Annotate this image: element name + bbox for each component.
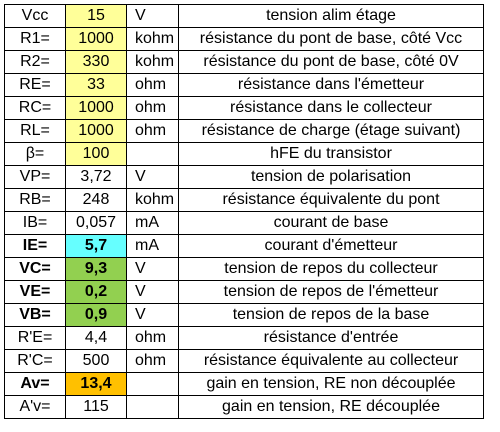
parameter-unit-cell[interactable]: ohm — [127, 97, 179, 120]
parameter-value-cell[interactable]: 100 — [66, 143, 127, 166]
parameter-unit-cell[interactable]: V — [127, 281, 179, 304]
parameter-name-cell[interactable]: Vcc — [5, 5, 66, 28]
parameter-value-cell[interactable]: 330 — [66, 51, 127, 74]
parameter-unit-cell[interactable]: mA — [127, 212, 179, 235]
parameter-value-cell[interactable]: 0,057 — [66, 212, 127, 235]
parameter-value-cell[interactable]: 0,9 — [66, 304, 127, 327]
parameter-unit-cell[interactable]: kohm — [127, 51, 179, 74]
parameter-value-cell[interactable]: 33 — [66, 74, 127, 97]
parameter-description-cell[interactable]: résistance dans l'émetteur — [179, 74, 484, 97]
parameter-name-cell[interactable]: IB= — [5, 212, 66, 235]
parameter-name-cell[interactable]: Av= — [5, 373, 66, 396]
parameter-description-cell[interactable]: gain en tension, RE découplée — [179, 396, 484, 419]
parameter-unit-cell[interactable] — [127, 143, 179, 166]
table-row — [5, 143, 484, 166]
parameter-value-cell[interactable]: 1000 — [66, 120, 127, 143]
parameter-name-cell[interactable]: R'E= — [5, 327, 66, 350]
parameter-name-cell[interactable]: RB= — [5, 189, 66, 212]
table-row — [5, 327, 484, 350]
parameter-value-cell[interactable]: 115 — [66, 396, 127, 419]
parameter-description-cell[interactable]: courant de base — [179, 212, 484, 235]
parameter-unit-cell[interactable]: V — [127, 258, 179, 281]
parameter-description-cell[interactable]: courant d'émetteur — [179, 235, 484, 258]
parameter-name-cell[interactable]: VC= — [5, 258, 66, 281]
table-row — [5, 166, 484, 189]
parameter-description-cell[interactable]: résistance du pont de base, côté 0V — [179, 51, 484, 74]
parameter-description-cell[interactable]: tension de repos de l'émetteur — [179, 281, 484, 304]
parameter-name-cell[interactable]: RC= — [5, 97, 66, 120]
parameter-unit-cell[interactable]: kohm — [127, 189, 179, 212]
parameter-name-cell[interactable]: RE= — [5, 74, 66, 97]
parameter-unit-cell[interactable]: V — [127, 166, 179, 189]
parameter-name-cell[interactable]: R'C= — [5, 350, 66, 373]
parameter-value-cell[interactable]: 500 — [66, 350, 127, 373]
spreadsheet-body — [5, 5, 484, 419]
table-row — [5, 189, 484, 212]
parameter-name-cell[interactable]: A'v= — [5, 396, 66, 419]
parameter-name-cell[interactable]: R1= — [5, 28, 66, 51]
parameter-value-cell[interactable]: 1000 — [66, 28, 127, 51]
table-row — [5, 350, 484, 373]
parameter-description-cell[interactable]: gain en tension, RE non découplée — [179, 373, 484, 396]
parameter-name-cell[interactable]: RL= — [5, 120, 66, 143]
parameter-name-cell[interactable]: VE= — [5, 281, 66, 304]
parameter-description-cell[interactable]: résistance dans le collecteur — [179, 97, 484, 120]
table-row — [5, 235, 484, 258]
parameter-value-cell[interactable]: 13,4 — [66, 373, 127, 396]
parameter-name-cell[interactable]: β= — [5, 143, 66, 166]
parameter-description-cell[interactable]: résistance du pont de base, côté Vcc — [179, 28, 484, 51]
parameter-description-cell[interactable]: tension de repos du collecteur — [179, 258, 484, 281]
parameter-description-cell[interactable]: tension alim étage — [179, 5, 484, 28]
parameter-value-cell[interactable]: 15 — [66, 5, 127, 28]
parameter-unit-cell[interactable] — [127, 396, 179, 419]
table-row — [5, 304, 484, 327]
parameter-value-cell[interactable]: 1000 — [66, 97, 127, 120]
table-row — [5, 74, 484, 97]
table-row — [5, 51, 484, 74]
parameter-value-cell[interactable]: 4,4 — [66, 327, 127, 350]
spreadsheet-table — [4, 4, 484, 419]
table-row — [5, 28, 484, 51]
parameter-value-cell[interactable]: 5,7 — [66, 235, 127, 258]
parameter-name-cell[interactable]: IE= — [5, 235, 66, 258]
parameter-unit-cell[interactable]: ohm — [127, 74, 179, 97]
parameter-unit-cell[interactable]: V — [127, 5, 179, 28]
parameter-name-cell[interactable]: VP= — [5, 166, 66, 189]
parameter-description-cell[interactable]: résistance de charge (étage suivant) — [179, 120, 484, 143]
parameter-description-cell[interactable]: tension de polarisation — [179, 166, 484, 189]
parameter-description-cell[interactable]: résistance équivalente du pont — [179, 189, 484, 212]
table-row — [5, 281, 484, 304]
parameter-description-cell[interactable]: tension de repos de la base — [179, 304, 484, 327]
parameter-unit-cell[interactable]: mA — [127, 235, 179, 258]
table-row — [5, 5, 484, 28]
parameter-unit-cell[interactable] — [127, 373, 179, 396]
parameter-name-cell[interactable]: VB= — [5, 304, 66, 327]
parameter-unit-cell[interactable]: kohm — [127, 28, 179, 51]
table-row — [5, 258, 484, 281]
table-row — [5, 396, 484, 419]
parameter-description-cell[interactable]: résistance d'entrée — [179, 327, 484, 350]
parameter-unit-cell[interactable]: ohm — [127, 327, 179, 350]
parameter-name-cell[interactable]: R2= — [5, 51, 66, 74]
parameter-value-cell[interactable]: 248 — [66, 189, 127, 212]
table-row — [5, 212, 484, 235]
parameter-description-cell[interactable]: résistance équivalente au collecteur — [179, 350, 484, 373]
parameter-value-cell[interactable]: 9,3 — [66, 258, 127, 281]
parameter-unit-cell[interactable]: V — [127, 304, 179, 327]
table-row — [5, 120, 484, 143]
table-row — [5, 373, 484, 396]
parameter-description-cell[interactable]: hFE du transistor — [179, 143, 484, 166]
table-row — [5, 97, 484, 120]
parameter-value-cell[interactable]: 0,2 — [66, 281, 127, 304]
parameter-value-cell[interactable]: 3,72 — [66, 166, 127, 189]
parameter-unit-cell[interactable]: ohm — [127, 120, 179, 143]
parameter-unit-cell[interactable]: ohm — [127, 350, 179, 373]
